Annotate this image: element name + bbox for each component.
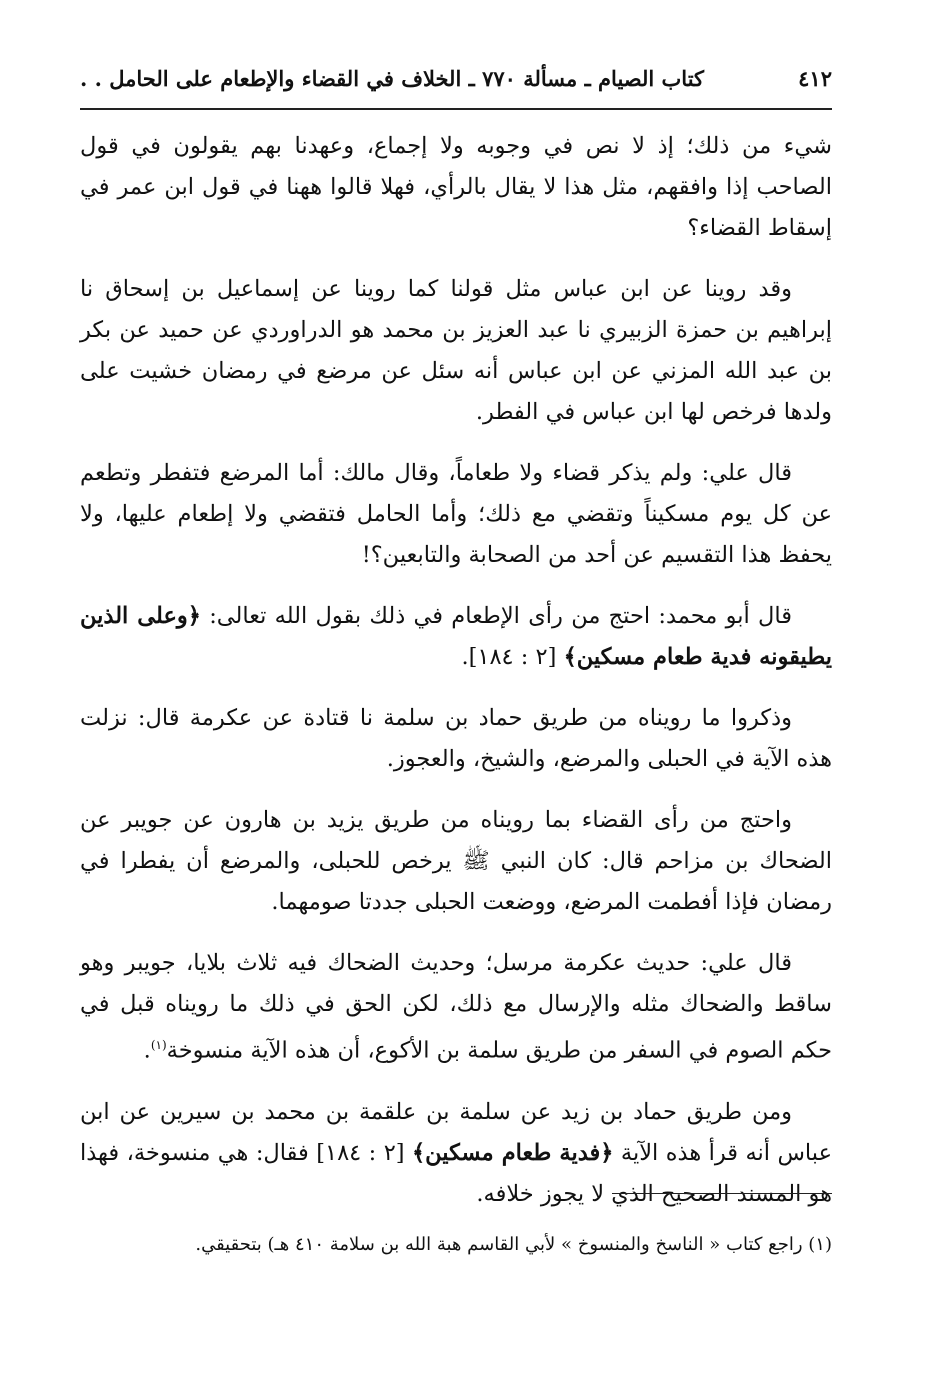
- quran-quote: ﴿وعلى الذين يطيقونه فدية طعام مسكين﴾: [80, 603, 832, 670]
- paragraph: وذكروا ما رويناه من طريق حماد بن سلمة نا قتادة عن عكرمة قال: نزلت هذه الآية في الحبلى والمرضع، والشيخ، والعجوز.: [80, 705, 832, 772]
- paragraph: قال علي: ولم يذكر قضاء ولا طعاماً، وقال مالك: أما المرضع فتفطر وتطعم عن كل يوم مسكيناً وتقضي مع ذلك؛ وأما الحامل فتقضي ولا إطعام عليها، ولا يحفظ هذا التقسيم عن أحد من الصحابة والتابعين؟!: [80, 460, 832, 568]
- paragraph: واحتج من رأى القضاء بما رويناه من طريق يزيد بن هارون عن جويبر عن الضحاك بن مزاحم قال: كان النبي ﷺ يرخص للحبلى، والمرضع أن يفطرا في رمضان فإذا أفطمت المرضع، ووضعت الحبلى جددتا صومهما.: [80, 807, 832, 915]
- paragraph: وقد روينا عن ابن عباس مثل قولنا كما روينا عن إسماعيل بن إسحاق نا إبراهيم بن حمزة الزبيري نا عبد العزيز بن محمد هو الدراوردي عن حميد عن بكر بن عبد الله المزني عن ابن عباس أنه سئل عن مرضع في رمضان خشيت على ولدها فرخص لها ابن عباس في الفطر.: [80, 276, 832, 425]
- paragraph-text: ومن طريق حماد بن زيد عن سلمة بن علقمة بن محمد بن سيرين عن ابن عباس أنه قرأ هذه الآية: [80, 1098, 832, 1166]
- footnote-rule: [612, 1193, 832, 1194]
- header-rule: [80, 108, 832, 110]
- footnote: (١) راجع كتاب « الناسخ والمنسوخ » لأبي القاسم هبة الله بن سلامة ٤١٠ هـ) بتحقيقي.: [195, 1234, 832, 1255]
- main-text: [80, 126, 832, 1235]
- page-number: ٤١٢: [798, 65, 832, 91]
- verse-reference: [٢ : ١٨٤] فقال: هي منسوخة، فهذا هو المسند الصحيح الذي لا يجوز خلافه.: [80, 1139, 832, 1207]
- paragraph-text: قال أبو محمد: احتج من رأى الإطعام في ذلك بقول الله تعالى:: [200, 603, 792, 629]
- verse-reference: [٢ : ١٨٤].: [461, 644, 564, 670]
- footnote-marker: (١): [150, 1038, 167, 1052]
- paragraph: [80, 596, 832, 678]
- paragraph: شيء من ذلك؛ إذ لا نص في وجوبه ولا إجماع، وعهدنا بهم يقولون في قول الصاحب إذا وافقهم، مثل هذا لا يقال بالرأي، فهلا قالوا ههنا في قول ابن عمر في إسقاط القضاء؟: [80, 133, 832, 241]
- paragraph-end: .: [143, 1037, 151, 1064]
- running-header: [80, 56, 832, 100]
- running-title: كتاب الصيام ـ مسألة ٧٧٠ ـ الخلاف في القضاء والإطعام على الحامل . .: [80, 65, 705, 91]
- paragraph-text: قال علي: حديث عكرمة مرسل؛ وحديث الضحاك فيه ثلاث بلايا، جويبر وهو ساقط والضحاك مثله والإرسال مع ذلك، لكن الحق في ذلك ما رويناه قبل في حكم الصوم في السفر من طريق سلمة بن الأكوع، أن هذه الآية منسوخة: [80, 950, 832, 1064]
- quran-quote: ﴿فدية طعام مسكين﴾: [411, 1139, 614, 1166]
- paragraph: [80, 1092, 832, 1215]
- paragraph: [80, 943, 832, 1072]
